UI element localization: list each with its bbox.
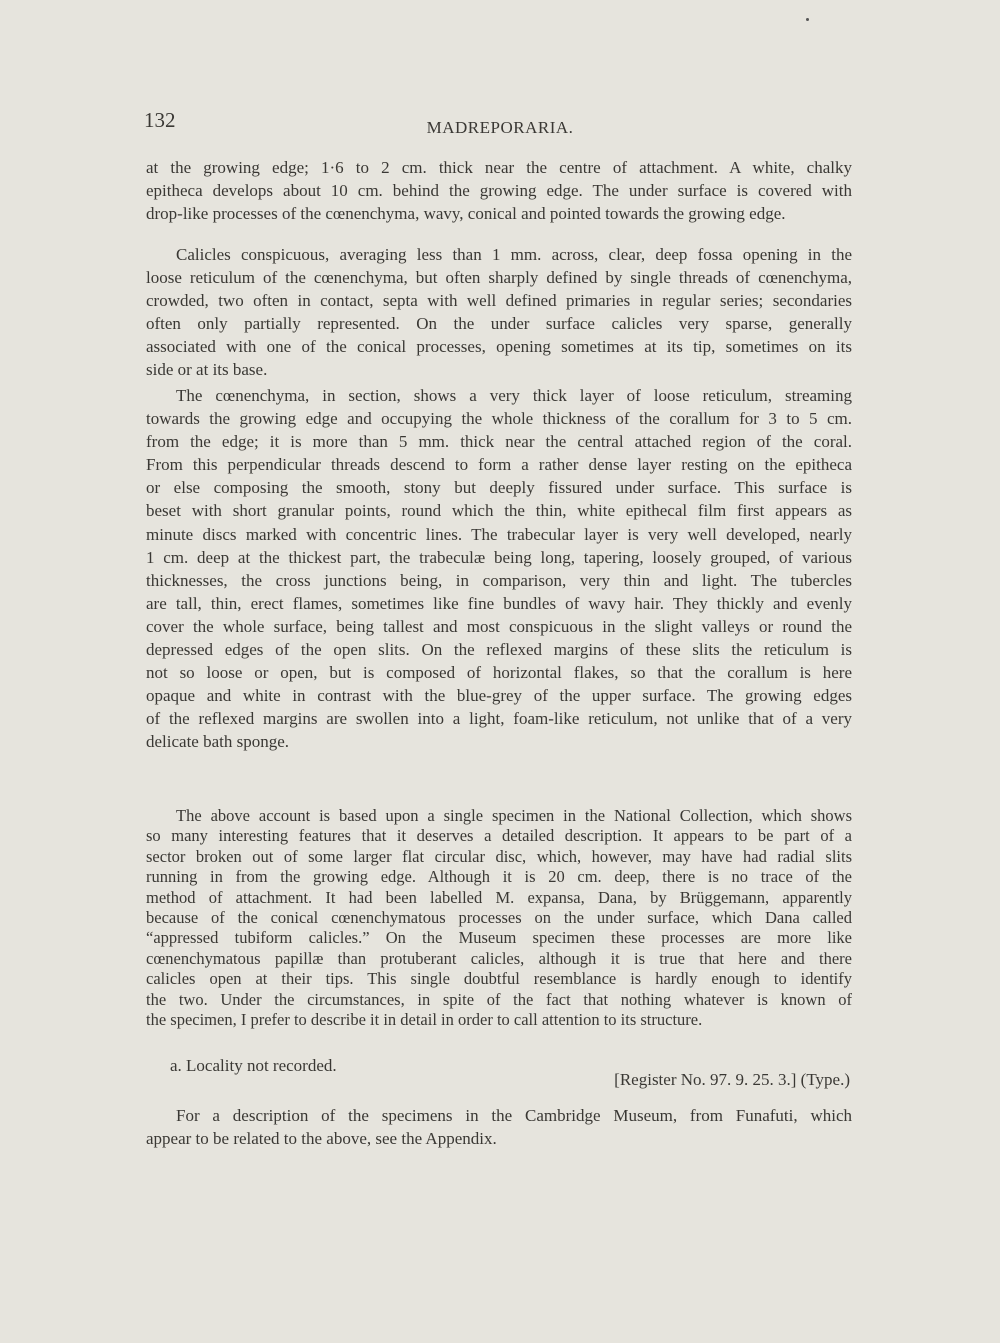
text-line: Calicles conspicuous, averaging less than 1 mm. across, clear, deep fossa opening in the — [176, 245, 852, 264]
paragraph-2 — [146, 243, 852, 382]
text-line: associated with one of the conical processes, opening sometimes at its tip, sometimes on its — [146, 337, 852, 357]
text-line: are tall, thin, erect flames, sometimes like fine bundles of wavy hair. They thickly and evenly — [146, 593, 852, 613]
text-line: minute discs marked with concentric lines. The trabecular layer is very well developed, nearly — [146, 524, 852, 544]
text-line: The cœnenchyma, in section, shows a very thick layer of loose reticulum, streaming — [176, 386, 852, 405]
text-line: crowded, two often in contact, septa with well defined primaries in regular series; secondaries — [146, 291, 852, 311]
text-line: thicknesses, the cross junctions being, in comparison, very thin and light. The tubercles — [146, 570, 852, 590]
text-line: “appressed tubiform calicles.” On the Museum specimen these processes are more like — [146, 928, 852, 948]
text-line: towards the growing edge and occupying the whole thickness of the corallum for 3 to 5 cm. — [146, 409, 852, 429]
text-line: of the reflexed margins are swollen into a light, foam-like reticulum, not unlike that of a very — [146, 709, 852, 729]
text-line: the two. Under the circumstances, in spite of the fact that nothing whatever is known of — [146, 989, 852, 1009]
text-line: delicate bath sponge. — [146, 732, 290, 752]
text-line: 1 cm. deep at the thickest part, the trabeculæ being long, tapering, loosely grouped, of various — [146, 547, 852, 567]
text-line: beset with short granular points, round which the thin, white epithecal film first appears as — [146, 501, 852, 521]
text-line: cœnenchymatous papillæ than protuberant calicles, although it is true that here and there — [146, 948, 852, 968]
page-number: 132 — [144, 108, 176, 132]
text-line: The above account is based upon a single specimen in the National Collection, which shows — [176, 806, 852, 825]
text-line: depressed edges of the open slits. On the reflexed margins of these slits the reticulum is — [146, 640, 852, 660]
text-line: running in from the growing edge. Although it is 20 cm. deep, there is no trace of the — [146, 867, 852, 887]
text-line: the specimen, I prefer to describe it in detail in order to call attention to its structure. — [146, 1009, 703, 1029]
paragraph-1 — [146, 156, 852, 225]
text-line: because of the conical cœnenchymatous processes on the under surface, which Dana called — [146, 907, 852, 927]
text-line: not so loose or open, but is composed of horizontal flakes, so that the corallum is here — [146, 663, 852, 683]
text-line: From this perpendicular threads descend to form a rather dense layer resting on the epitheca — [146, 455, 852, 475]
text-line: appear to be related to the above, see the Appendix. — [146, 1129, 497, 1149]
text-line: drop-like processes of the cœnenchyma, wavy, conical and pointed towards the growing edge. — [146, 204, 786, 224]
text-line: at the growing edge; 1·6 to 2 cm. thick near the centre of attachment. A white, chalky — [146, 158, 852, 177]
text-line: opaque and white in contrast with the blue-grey of the upper surface. The growing edges — [146, 686, 852, 706]
paragraph-3 — [146, 384, 852, 754]
text-line: often only partially represented. On the under surface calicles very sparse, generally — [146, 314, 852, 334]
paragraph-5 — [146, 1104, 852, 1150]
text-line: or else composing the smooth, stony but deeply fissured under surface. This surface is — [146, 478, 852, 498]
running-title: MADREPORARIA. — [426, 118, 574, 137]
text-line: epitheca develops about 10 cm. behind the growing edge. The under surface is covered with — [146, 181, 852, 201]
text-line: so many interesting features that it deserves a detailed description. It appears to be part of a — [146, 826, 852, 846]
text-line: cover the whole surface, being tallest and most conspicuous in the slight valleys or round the — [146, 616, 852, 636]
text-line: method of attachment. It had been labelled M. expansa, Dana, by Brüggemann, apparently — [146, 887, 852, 907]
text-line: loose reticulum of the cœnenchyma, but often sharply defined by single threads of cœnenchyma, — [146, 268, 852, 288]
text-line: from the edge; it is more than 5 mm. thick near the central attached region of the coral. — [146, 432, 852, 452]
text-line: sector broken out of some larger flat circular disc, which, however, may have had radial slits — [146, 846, 852, 866]
text-line: For a description of the specimens in the Cambridge Museum, from Funafuti, which — [176, 1106, 852, 1125]
speck — [806, 18, 809, 21]
register-number: [Register No. 97. 9. 25. 3.] (Type.) — [614, 1070, 850, 1089]
text-line: calicles open at their tips. This single doubtful resemblance is hardly enough to identify — [146, 969, 852, 989]
paragraph-4 — [146, 806, 852, 1030]
locality: a. Locality not recorded. — [170, 1056, 337, 1075]
text-line: side or at its base. — [146, 360, 268, 380]
